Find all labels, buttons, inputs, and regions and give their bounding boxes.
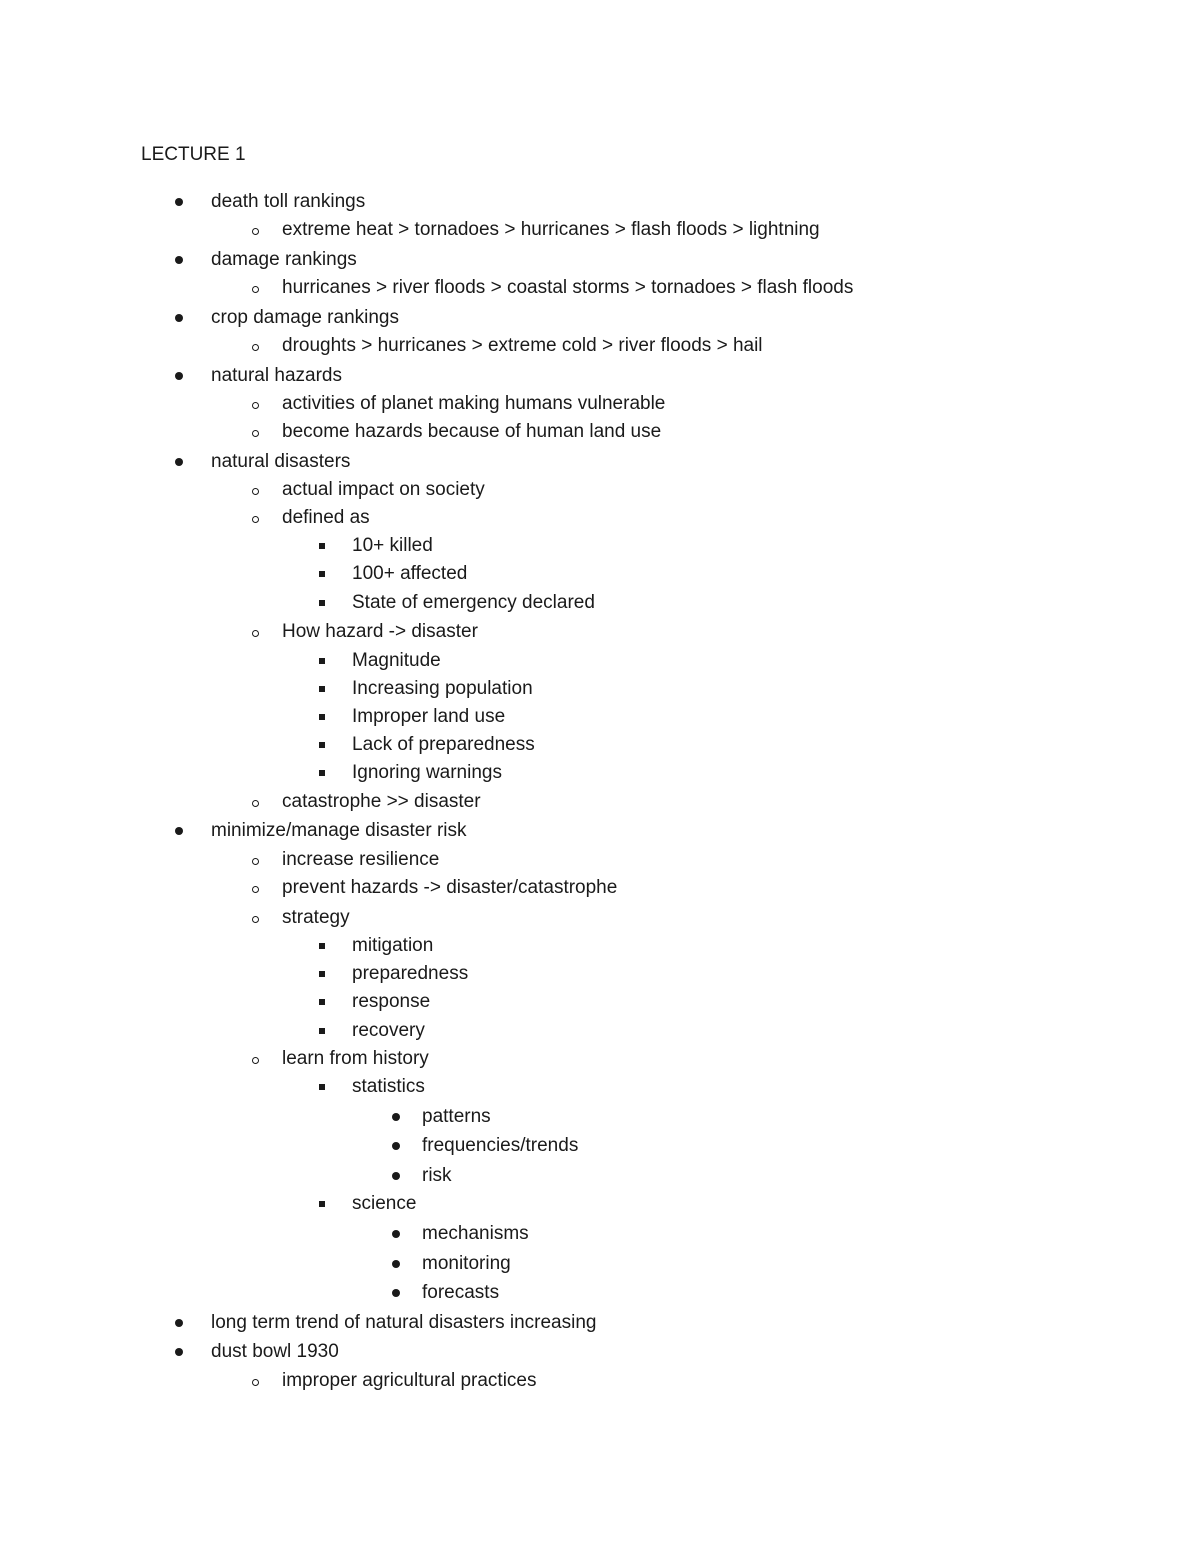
list-item-text: extreme heat > tornadoes > hurricanes > flash floods > lightning xyxy=(282,219,820,240)
bullet-square-icon xyxy=(314,732,330,758)
bullet-dot-icon xyxy=(388,1104,404,1130)
list-item-level-2 xyxy=(0,905,1200,931)
bullet-square-icon xyxy=(314,1018,330,1044)
bullet-circle-icon xyxy=(247,217,263,243)
list-item-level-2 xyxy=(0,1046,1200,1072)
bullet-dot-icon xyxy=(388,1280,404,1306)
list-item-text: Increasing population xyxy=(352,678,533,699)
list-item-text: frequencies/trends xyxy=(422,1135,579,1156)
list-item-text: 100+ affected xyxy=(352,563,468,584)
list-item-level-3 xyxy=(0,1074,1200,1100)
bullet-circle-icon xyxy=(247,847,263,873)
list-item-text: crop damage rankings xyxy=(211,307,399,328)
list-item-level-3 xyxy=(0,648,1200,674)
list-item-text: monitoring xyxy=(422,1253,511,1274)
bullet-square-icon xyxy=(314,989,330,1015)
bullet-square-icon xyxy=(314,1074,330,1100)
bullet-circle-icon xyxy=(247,1368,263,1394)
list-item-level-2 xyxy=(0,419,1200,445)
bullet-dot-icon xyxy=(171,247,187,273)
list-item-text: recovery xyxy=(352,1020,425,1041)
list-item-level-4 xyxy=(0,1133,1200,1159)
list-item-text: defined as xyxy=(282,507,370,528)
list-item-level-4 xyxy=(0,1163,1200,1189)
list-item-level-1 xyxy=(0,1339,1200,1365)
list-item-text: prevent hazards -> disaster/catastrophe xyxy=(282,877,618,898)
list-item-text: How hazard -> disaster xyxy=(282,621,478,642)
bullet-dot-icon xyxy=(171,818,187,844)
bullet-circle-icon xyxy=(247,875,263,901)
list-item-text: Improper land use xyxy=(352,706,506,727)
list-item-text: droughts > hurricanes > extreme cold > river floods > hail xyxy=(282,335,763,356)
list-item-level-3 xyxy=(0,760,1200,786)
list-item-level-3 xyxy=(0,1018,1200,1044)
list-item-level-1 xyxy=(0,247,1200,273)
list-item-text: learn from history xyxy=(282,1048,429,1069)
list-item-text: statistics xyxy=(352,1076,425,1097)
list-item-text: science xyxy=(352,1193,417,1214)
bullet-square-icon xyxy=(314,676,330,702)
list-item-level-1 xyxy=(0,449,1200,475)
bullet-dot-icon xyxy=(388,1251,404,1277)
list-item-text: patterns xyxy=(422,1106,491,1127)
list-item-level-2 xyxy=(0,505,1200,531)
list-item-level-2 xyxy=(0,333,1200,359)
bullet-circle-icon xyxy=(247,477,263,503)
bullet-circle-icon xyxy=(247,275,263,301)
list-item-text: Ignoring warnings xyxy=(352,762,502,783)
list-item-text: minimize/manage disaster risk xyxy=(211,820,467,841)
list-item-text: improper agricultural practices xyxy=(282,1370,537,1391)
bullet-square-icon xyxy=(314,704,330,730)
list-item-level-2 xyxy=(0,619,1200,645)
list-item-text: State of emergency declared xyxy=(352,592,595,613)
list-item-text: catastrophe >> disaster xyxy=(282,791,481,812)
list-item-text: mechanisms xyxy=(422,1223,529,1244)
bullet-circle-icon xyxy=(247,505,263,531)
list-item-level-2 xyxy=(0,789,1200,815)
list-item-level-4 xyxy=(0,1104,1200,1130)
list-item-level-4 xyxy=(0,1221,1200,1247)
list-item-text: increase resilience xyxy=(282,849,440,870)
bullet-circle-icon xyxy=(247,419,263,445)
list-item-text: long term trend of natural disasters increasing xyxy=(211,1312,597,1333)
list-item-level-2 xyxy=(0,847,1200,873)
bullet-dot-icon xyxy=(171,1310,187,1336)
bullet-dot-icon xyxy=(171,363,187,389)
list-item-level-1 xyxy=(0,363,1200,389)
bullet-dot-icon xyxy=(388,1133,404,1159)
bullet-dot-icon xyxy=(171,305,187,331)
bullet-square-icon xyxy=(314,760,330,786)
document-title: LECTURE 1 xyxy=(141,144,246,165)
list-item-text: hurricanes > river floods > coastal storms > tornadoes > flash floods xyxy=(282,277,854,298)
bullet-square-icon xyxy=(314,533,330,559)
list-item-level-4 xyxy=(0,1280,1200,1306)
list-item-text: activities of planet making humans vulnerable xyxy=(282,393,666,414)
bullet-square-icon xyxy=(314,648,330,674)
list-item-level-3 xyxy=(0,533,1200,559)
bullet-circle-icon xyxy=(247,1046,263,1072)
list-item-level-3 xyxy=(0,704,1200,730)
list-item-level-3 xyxy=(0,1191,1200,1217)
list-item-level-1 xyxy=(0,1310,1200,1336)
list-item-text: Magnitude xyxy=(352,650,441,671)
bullet-dot-icon xyxy=(388,1163,404,1189)
list-item-text: preparedness xyxy=(352,963,469,984)
bullet-square-icon xyxy=(314,933,330,959)
bullet-square-icon xyxy=(314,961,330,987)
list-item-level-1 xyxy=(0,305,1200,331)
list-item-text: risk xyxy=(422,1165,452,1186)
list-item-text: natural disasters xyxy=(211,451,351,472)
list-item-level-3 xyxy=(0,989,1200,1015)
bullet-square-icon xyxy=(314,1191,330,1217)
list-item-text: death toll rankings xyxy=(211,191,366,212)
list-item-level-2 xyxy=(0,875,1200,901)
bullet-dot-icon xyxy=(171,449,187,475)
bullet-circle-icon xyxy=(247,905,263,931)
list-item-text: response xyxy=(352,991,431,1012)
list-item-level-1 xyxy=(0,818,1200,844)
list-item-level-4 xyxy=(0,1251,1200,1277)
list-item-level-2 xyxy=(0,275,1200,301)
list-item-level-3 xyxy=(0,933,1200,959)
list-item-text: strategy xyxy=(282,907,350,928)
list-item-text: actual impact on society xyxy=(282,479,485,500)
list-item-level-2 xyxy=(0,391,1200,417)
list-item-level-3 xyxy=(0,961,1200,987)
bullet-square-icon xyxy=(314,590,330,616)
bullet-dot-icon xyxy=(171,189,187,215)
list-item-level-2 xyxy=(0,1368,1200,1394)
list-item-text: mitigation xyxy=(352,935,434,956)
list-item-text: Lack of preparedness xyxy=(352,734,535,755)
bullet-circle-icon xyxy=(247,789,263,815)
bullet-dot-icon xyxy=(388,1221,404,1247)
list-item-text: forecasts xyxy=(422,1282,500,1303)
list-item-level-2 xyxy=(0,217,1200,243)
list-item-text: become hazards because of human land use xyxy=(282,421,662,442)
list-item-text: 10+ killed xyxy=(352,535,433,556)
list-item-level-3 xyxy=(0,732,1200,758)
bullet-circle-icon xyxy=(247,391,263,417)
list-item-level-3 xyxy=(0,590,1200,616)
list-item-text: natural hazards xyxy=(211,365,342,386)
list-item-level-3 xyxy=(0,561,1200,587)
bullet-dot-icon xyxy=(171,1339,187,1365)
list-item-text: damage rankings xyxy=(211,249,357,270)
bullet-circle-icon xyxy=(247,619,263,645)
list-item-level-3 xyxy=(0,676,1200,702)
bullet-square-icon xyxy=(314,561,330,587)
list-item-level-1 xyxy=(0,189,1200,215)
list-item-level-2 xyxy=(0,477,1200,503)
bullet-circle-icon xyxy=(247,333,263,359)
list-item-text: dust bowl 1930 xyxy=(211,1341,339,1362)
